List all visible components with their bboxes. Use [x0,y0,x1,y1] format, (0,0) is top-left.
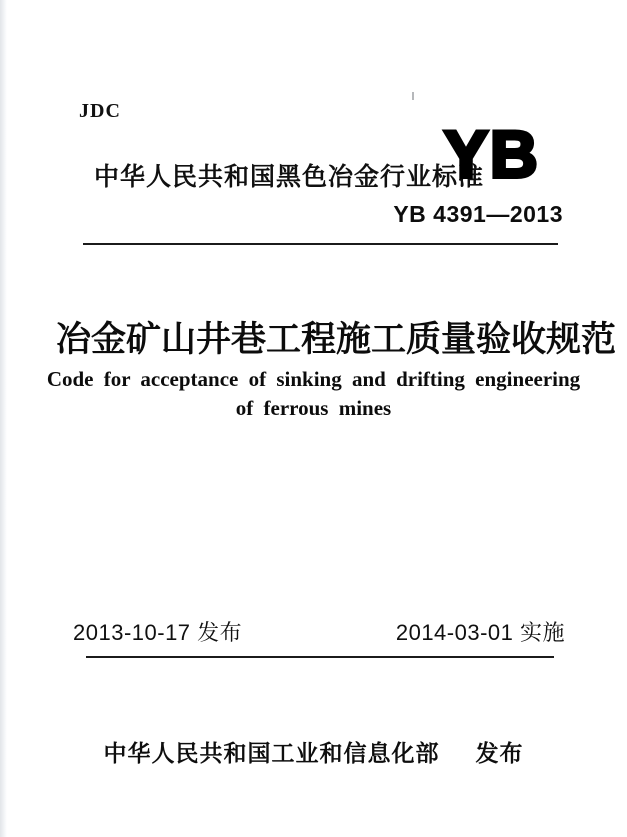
title-chinese: 冶金矿山井巷工程施工质量验收规范 [56,320,617,359]
header-divider-line [83,243,558,245]
udc-label: JDC [79,100,121,122]
standard-number: YB 4391—2013 [393,201,563,227]
standard-type-heading: 中华人民共和国黑色冶金行业标准 [94,163,485,191]
issue-date: 2013-10-17 发布 [73,620,243,645]
title-english-line1: Code for acceptance of sinking and drifting engineering [46,367,581,391]
yb-logo: YB [444,117,540,191]
publisher-name: 中华人民共和国工业和信息化部 [103,740,440,766]
publisher-action: 发布 [475,740,524,766]
title-english-line2: of ferrous mines [235,396,392,420]
footer-divider-line [86,656,554,658]
implementation-date: 2014-03-01 实施 [395,620,565,645]
scan-edge-strip [0,0,7,837]
publisher-line [0,735,627,768]
scan-artifact-mark [412,92,414,100]
